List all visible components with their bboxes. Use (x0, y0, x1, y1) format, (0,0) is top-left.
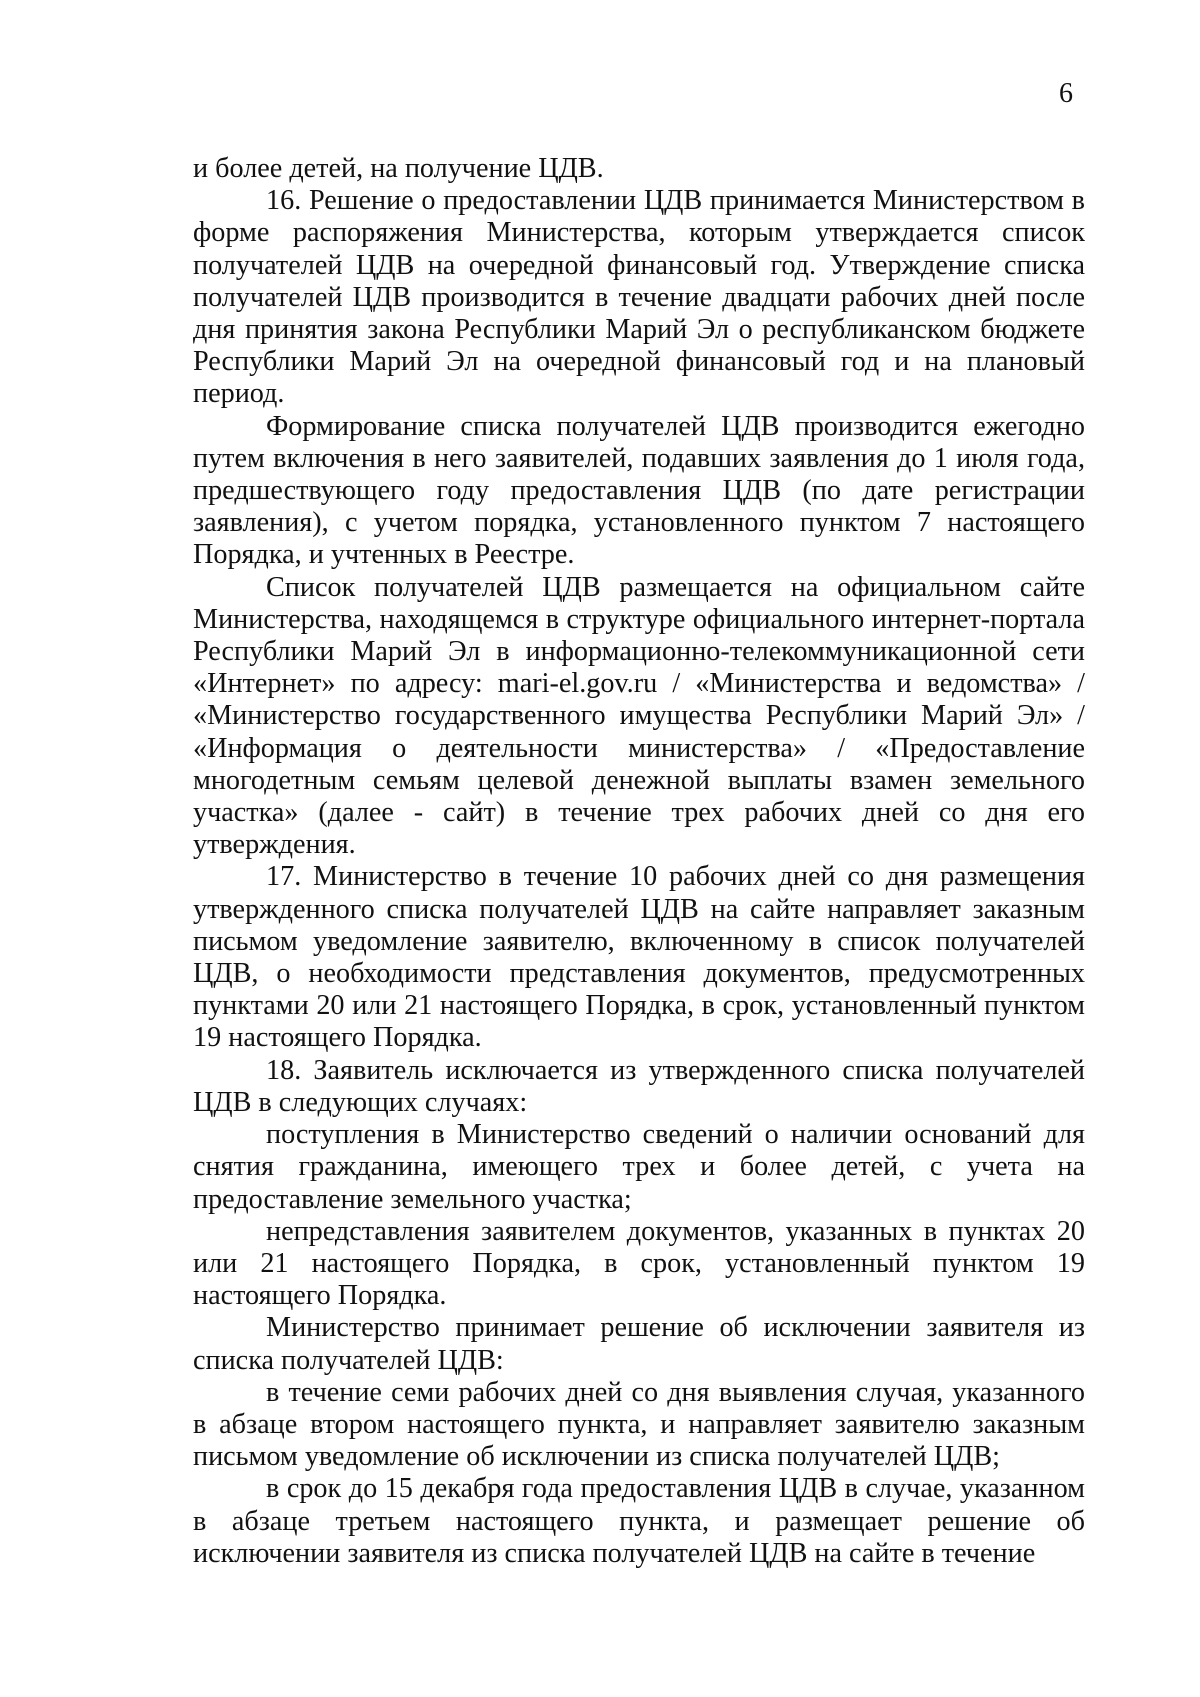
paragraph-item-18: 18. Заявитель исключается из утвержденного списка получателей ЦДВ в следующих случаях: (193, 1054, 1085, 1118)
paragraph-list-publication: Список получателей ЦДВ размещается на официальном сайте Министерства, находящемся в структуре официального интернет-портала Республики Марий Эл в информационно-телекоммуникационной сети «Интернет» по адресу: mari-el.gov.ru / «Министерства и ведомства» / «Министерство государственного имущества Республики Марий Эл» / «Информация о деятельности министерства» / «Предоставление многодетным семьям целевой денежной выплаты взамен земельного участка» (далее - сайт) в течение трех рабочих дней со дня его утверждения. (193, 571, 1085, 861)
paragraph-exclusion-case-2: непредставления заявителем документов, указанных в пунктах 20 или 21 настоящего Порядка, в срок, установленный пунктом 19 настоящего Порядка. (193, 1215, 1085, 1312)
paragraph-exclusion-case-1: поступления в Министерство сведений о наличии оснований для снятия гражданина, имеющего трех и более детей, с учета на предоставление земельного участка; (193, 1119, 1085, 1215)
paragraph-item-17: 17. Министерство в течение 10 рабочих дней со дня размещения утвержденного списка получателей ЦДВ на сайте направляет заказным письмом уведомление заявителю, включенному в список получателей ЦДВ, о необходимости представления документов, предусмотренных пунктами 20 или 21 настоящего Порядка, в срок, установленный пунктом 19 настоящего Порядка. (193, 861, 1085, 1054)
paragraph-list-formation: Формирование списка получателей ЦДВ производится ежегодно путем включения в него заявителей, подавших заявления до 1 июля года, предшествующего году предоставления ЦДВ (по дате регистрации заявления), с учетом порядка, установленного пунктом 7 настоящего Порядка, и учтенных в Реестре. (193, 410, 1085, 571)
paragraph-exclusion-timing-1: в течение семи рабочих дней со дня выявления случая, указанного в абзаце втором настоящего пункта, и направляет заявителю заказным письмом уведомление об исключении из списка получателей ЦДВ; (193, 1376, 1085, 1473)
paragraph-exclusion-decision: Министерство принимает решение об исключении заявителя из списка получателей ЦДВ: (193, 1312, 1085, 1376)
paragraph-exclusion-timing-2: в срок до 15 декабря года предоставления ЦДВ в случае, указанном в абзаце третьем настоящего пункта, и размещает решение об исключении заявителя из списка получателей ЦДВ на сайте в течение (193, 1473, 1085, 1569)
paragraph-item-16: 16. Решение о предоставлении ЦДВ принимается Министерством в форме распоряжения Министерства, которым утверждается список получателей ЦДВ на очередной финансовый год. Утверждение списка получателей ЦДВ производится в течение двадцати рабочих дней после дня принятия закона Республики Марий Эл о республиканском бюджете Республики Марий Эл на очередной финансовый год и на плановый период. (193, 185, 1085, 410)
document-body (193, 153, 1085, 1570)
page-number: 6 (1059, 78, 1073, 109)
paragraph-continuation: и более детей, на получение ЦДВ. (193, 153, 604, 184)
